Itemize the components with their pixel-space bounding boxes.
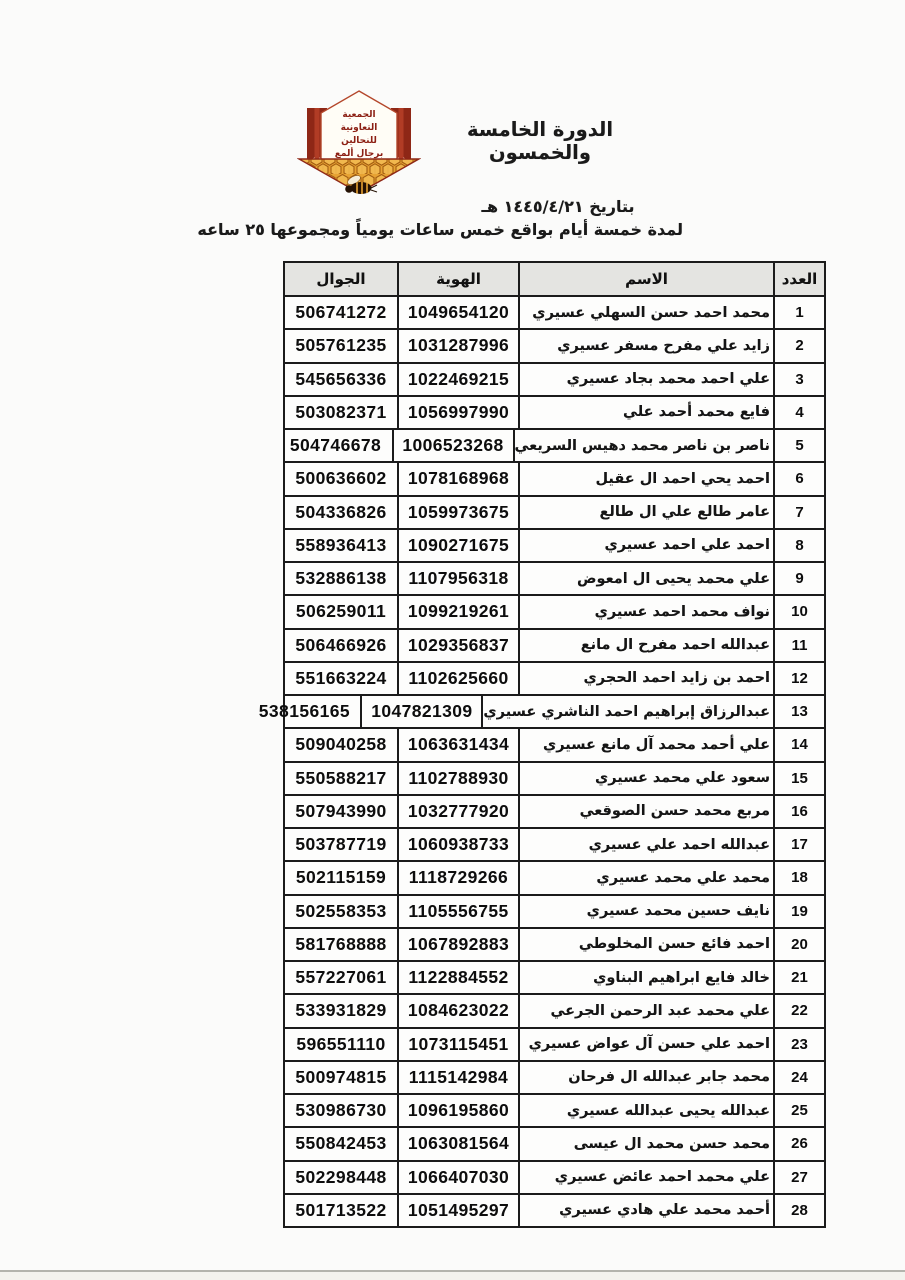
cell-index: 28: [773, 1195, 824, 1226]
table-row: [285, 630, 824, 663]
table-row: [285, 330, 824, 363]
cell-mobile: 502115159: [295, 867, 387, 888]
table-row: [285, 962, 824, 995]
cell-index: 18: [773, 862, 824, 893]
cell-mobile: 505761235: [295, 335, 387, 356]
cell-mobile: 545656336: [295, 368, 387, 389]
cell-id: 1078168968: [397, 463, 518, 494]
cell-index: 15: [773, 763, 824, 794]
cell-name: احمد يحي احمد ال عقيل: [518, 463, 773, 494]
header-mobile: الجوال: [316, 270, 366, 288]
cell-id: 1056997990: [397, 397, 518, 428]
cell-name: عبدالله يحيى عبدالله عسيري: [518, 1095, 773, 1126]
table-row: [285, 563, 824, 596]
cell-id: 1099219261: [397, 596, 518, 627]
table-row: [285, 364, 824, 397]
cell-index: 1: [773, 297, 824, 328]
logo-text-line2: التعاونية: [340, 123, 378, 133]
cell-index: 10: [773, 596, 824, 627]
cell-id: 1115142984: [397, 1062, 518, 1093]
cell-mobile: 581768888: [295, 933, 387, 954]
header-name: الاسم: [518, 263, 773, 295]
cell-name: ناصر بن ناصر محمد دهيس السريعي: [513, 430, 774, 461]
cell-index: 16: [773, 796, 824, 827]
cell-name: احمد فائع حسن المخلوطي: [518, 929, 773, 960]
cell-id: 1032777920: [397, 796, 518, 827]
cell-index: 25: [773, 1095, 824, 1126]
cell-name: محمد احمد حسن السهلي عسيري: [518, 297, 773, 328]
cell-index: 22: [773, 995, 824, 1026]
attendees-table: [258, 261, 826, 1228]
cell-index: 20: [773, 929, 824, 960]
cell-index: 6: [773, 463, 824, 494]
table-row: [285, 1128, 824, 1161]
table-row: [285, 1062, 824, 1095]
cell-index: 4: [773, 397, 824, 428]
table-row: [285, 1095, 824, 1128]
cell-index: 7: [773, 497, 824, 528]
table-row: [285, 1029, 824, 1062]
cell-name: عبدالله احمد علي عسيري: [518, 829, 773, 860]
cell-mobile: 558936413: [295, 534, 387, 555]
cell-name: علي محمد يحيى ال امعوض: [518, 563, 773, 594]
cell-mobile: 550842453: [295, 1133, 387, 1154]
cell-mobile: 596551110: [296, 1033, 386, 1054]
cell-index: 13: [773, 696, 824, 727]
cell-mobile: 557227061: [295, 967, 387, 988]
cell-name: علي احمد محمد بجاد عسيري: [518, 364, 773, 395]
cell-name: احمد علي احمد عسيري: [518, 530, 773, 561]
cell-id: 1073115451: [397, 1029, 518, 1060]
table-row: [258, 696, 824, 729]
table-header-row: [285, 263, 824, 297]
table-row: [285, 297, 824, 330]
logo-text-line1: الجمعية: [342, 110, 376, 120]
cell-mobile: 502558353: [295, 900, 387, 921]
cell-index: 24: [773, 1062, 824, 1093]
header-id: الهوية: [397, 263, 518, 295]
table-row: [285, 796, 824, 829]
cell-index: 19: [773, 896, 824, 927]
cell-mobile: 533931829: [295, 1000, 387, 1021]
cell-id: 1059973675: [397, 497, 518, 528]
logo-text-line3: للنحالين: [341, 136, 377, 146]
cell-index: 2: [773, 330, 824, 361]
cell-name: خالد فايع ابراهيم البناوي: [518, 962, 773, 993]
cell-mobile: 500974815: [295, 1066, 387, 1087]
cell-name: محمد جابر عبدالله ال فرحان: [518, 1062, 773, 1093]
cell-name: علي محمد احمد عائض عسيري: [518, 1162, 773, 1193]
cell-id: 1102788930: [397, 763, 518, 794]
table-row: [285, 829, 824, 862]
cell-id: 1060938733: [397, 829, 518, 860]
cell-name: مربع محمد حسن الصوقعي: [518, 796, 773, 827]
cell-name: زايد علي مفرح مسفر عسيري: [518, 330, 773, 361]
cell-name: احمد علي حسن آل عواض عسيري: [518, 1029, 773, 1060]
cell-name: علي محمد عبد الرحمن الجرعي: [518, 995, 773, 1026]
cell-name: احمد بن زايد احمد الحجري: [518, 663, 773, 694]
association-logo: [297, 86, 421, 206]
cell-mobile: 509040258: [295, 734, 387, 755]
cell-index: 26: [773, 1128, 824, 1159]
duration-line: لمدة خمسة أيام بواقع خمس ساعات يومياً ومجموعها ٢٥ ساعه: [197, 220, 683, 239]
cell-id: 1067892883: [397, 929, 518, 960]
cell-id: 1096195860: [397, 1095, 518, 1126]
cell-id: 1049654120: [397, 297, 518, 328]
cell-id: 1063631434: [397, 729, 518, 760]
table-row: [285, 397, 824, 430]
table-row: [285, 497, 824, 530]
cell-id: 1102625660: [397, 663, 518, 694]
cell-mobile: 506466926: [295, 634, 387, 655]
cell-mobile: 503787719: [295, 834, 387, 855]
date-line: بتاريخ ١٤٤٥/٤/٢١ هـ: [481, 197, 635, 216]
cell-mobile: 504336826: [295, 501, 387, 522]
cell-name: عامر طالع علي ال طالع: [518, 497, 773, 528]
cell-mobile: 506259011: [295, 601, 387, 622]
table-body: [258, 297, 824, 1226]
table-row: [285, 929, 824, 962]
cell-name: محمد حسن محمد ال عيسى: [518, 1128, 773, 1159]
cell-index: 27: [773, 1162, 824, 1193]
cell-mobile: 550588217: [295, 767, 387, 788]
cell-index: 5: [773, 430, 824, 461]
logo-text-line4: برجال ألمع: [334, 149, 384, 159]
cell-name: سعود علي محمد عسيري: [518, 763, 773, 794]
cell-mobile: 501713522: [295, 1199, 387, 1220]
cell-mobile: 503082371: [295, 401, 387, 422]
cell-name: محمد علي محمد عسيري: [518, 862, 773, 893]
cell-id: 1118729266: [397, 862, 518, 893]
cell-name: نواف محمد احمد عسيري: [518, 596, 773, 627]
cell-index: 21: [773, 962, 824, 993]
cell-id: 1031287996: [397, 330, 518, 361]
table-row: [285, 1162, 824, 1195]
cell-name: عبدالرزاق إبراهيم احمد الناشري عسيري: [481, 696, 773, 727]
cell-name: عبدالله احمد مفرح ال مانع: [518, 630, 773, 661]
cell-id: 1051495297: [397, 1195, 518, 1226]
cell-mobile: 500636602: [295, 468, 387, 489]
table-row: [285, 463, 824, 496]
cell-index: 17: [773, 829, 824, 860]
table-row: [285, 896, 824, 929]
table-row: [285, 763, 824, 796]
cell-index: 14: [773, 729, 824, 760]
cell-mobile: 506741272: [295, 302, 387, 323]
header-count: العدد: [773, 263, 824, 295]
cell-id: 1022469215: [397, 364, 518, 395]
table-row: [285, 596, 824, 629]
cell-index: 3: [773, 364, 824, 395]
cell-mobile: 502298448: [295, 1166, 387, 1187]
table-row: [285, 862, 824, 895]
cell-name: فايع محمد أحمد علي: [518, 397, 773, 428]
cell-id: 1006523268: [392, 430, 513, 461]
cell-name: نايف حسين محمد عسيري: [518, 896, 773, 927]
table-row: [285, 1195, 824, 1226]
table-row: [285, 995, 824, 1028]
cell-id: 1105556755: [397, 896, 518, 927]
cell-mobile: 538156165: [258, 701, 350, 722]
cell-id: 1084623022: [397, 995, 518, 1026]
cell-id: 1066407030: [397, 1162, 518, 1193]
cell-id: 1063081564: [397, 1128, 518, 1159]
cell-mobile: 507943990: [295, 800, 387, 821]
cell-index: 11: [773, 630, 824, 661]
cell-mobile: 551663224: [295, 667, 387, 688]
cell-name: علي أحمد محمد آل مانع عسيري: [518, 729, 773, 760]
cell-index: 8: [773, 530, 824, 561]
cell-index: 12: [773, 663, 824, 694]
table-row: [285, 530, 824, 563]
cell-id: 1047821309: [360, 696, 481, 727]
cell-mobile: 530986730: [295, 1100, 387, 1121]
document-title: الدورة الخامسة والخمسون: [466, 118, 614, 164]
table-row: [285, 430, 824, 463]
table-row: [285, 729, 824, 762]
cell-id: 1029356837: [397, 630, 518, 661]
cell-index: 23: [773, 1029, 824, 1060]
cell-mobile: 504746678: [289, 435, 382, 456]
association-logo-graphic: [297, 86, 421, 206]
cell-id: 1090271675: [397, 530, 518, 561]
cell-id: 1122884552: [397, 962, 518, 993]
cell-id: 1107956318: [397, 563, 518, 594]
table-row: [285, 663, 824, 696]
cell-mobile: 532886138: [295, 568, 387, 589]
scan-edge-footer: [0, 1272, 905, 1280]
cell-name: أحمد محمد علي هادي عسيري: [518, 1195, 773, 1226]
cell-index: 9: [773, 563, 824, 594]
